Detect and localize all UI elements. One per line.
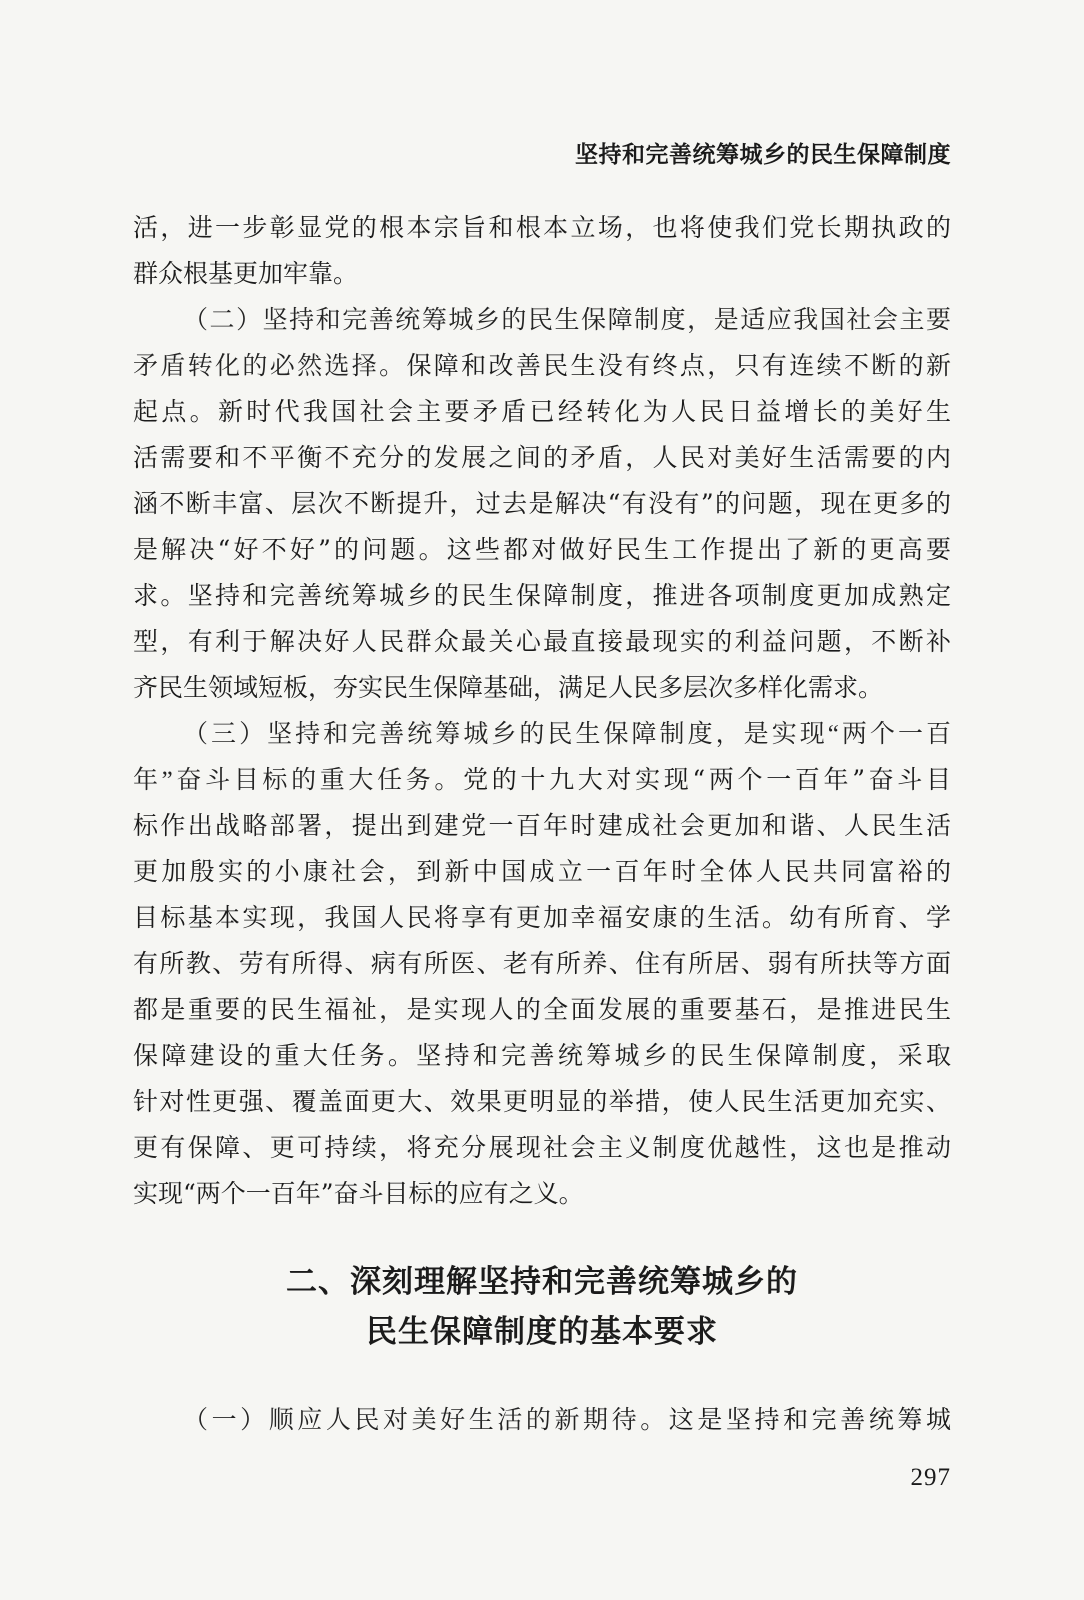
text-line [133, 987, 951, 1033]
body-text: 更加殷实的小康社会，到新中国成立一百年时全体人民共同富裕的 [133, 857, 951, 886]
text-line [133, 849, 951, 895]
section-heading-line: 民生保障制度的基本要求 [366, 1314, 718, 1350]
body-text: 党的十九大对实现“两个一百年”奋斗目 [463, 765, 951, 794]
text-line [133, 941, 951, 987]
body-text: 保障和改善民生没有终点，只有连续不断的新 [406, 351, 951, 380]
body-text: 是解决“好不好”的问题。这些都对做好民生工作提出了新的更高要 [133, 535, 951, 564]
text-line [133, 343, 951, 389]
body-text: 目标基本实现，我国人民将享有更加幸福安康的生活。幼有所育、学 [133, 903, 951, 932]
text-line [133, 1079, 951, 1125]
text-line [133, 711, 951, 757]
body-text: 活需要和不平衡不充分的发展之间的矛盾，人民对美好生活需要的内 [133, 443, 951, 472]
lead-sentence: （三）坚持和完善统筹城乡的民生保障制度，是实现“两个一百 [183, 721, 951, 748]
body-text: 活，进一步彰显党的根本宗旨和根本立场，也将使我们党长期执政的 [133, 213, 951, 242]
lead-sentence: 年”奋斗目标的重大任务。 [133, 767, 464, 794]
text-line [133, 1033, 951, 1079]
body-text: 实现“两个一百年”奋斗目标的应有之义。 [133, 1179, 584, 1208]
text-line [133, 205, 951, 251]
body-text: 保障建设的重大任务。坚持和完善统筹城乡的民生保障制度，采取 [133, 1041, 951, 1070]
lead-sentence: （二）坚持和完善统筹城乡的民生保障制度，是适应我国社会主要 [183, 307, 951, 334]
section-heading [133, 1257, 951, 1357]
text-line [133, 1397, 951, 1443]
body-text: 涵不断丰富、层次不断提升，过去是解决“有没有”的问题，现在更多的 [133, 489, 951, 518]
body-text: 都是重要的民生福祉，是实现人的全面发展的重要基石，是推进民生 [133, 995, 951, 1024]
body-text: 齐民生领域短板，夯实民生保障基础，满足人民多层次多样化需求。 [133, 673, 884, 702]
body-text: 起点。新时代我国社会主要矛盾已经转化为人民日益增长的美好生 [133, 397, 951, 426]
text-line [133, 803, 951, 849]
text-line [133, 619, 951, 665]
section-heading-line: 二、深刻理解坚持和完善统筹城乡的 [286, 1264, 798, 1300]
body-text-block [133, 1397, 951, 1443]
body-text: 有所教、劳有所得、病有所医、老有所养、住有所居、弱有所扶等方面 [133, 949, 951, 978]
lead-sentence: （一）顺应人民对美好生活的新期待。 [183, 1407, 669, 1434]
text-line [133, 1171, 951, 1217]
page-number: 297 [910, 1464, 951, 1491]
text-line [133, 665, 951, 711]
body-text: 群众根基更加牢靠。 [133, 259, 359, 288]
text-line [133, 757, 951, 803]
body-text: 求。坚持和完善统筹城乡的民生保障制度，推进各项制度更加成熟定 [133, 581, 951, 610]
text-line [133, 481, 951, 527]
text-line [133, 389, 951, 435]
body-text-block [133, 205, 951, 1217]
body-text: 更有保障、更可持续，将充分展现社会主义制度优越性，这也是推动 [133, 1133, 951, 1162]
text-line [133, 251, 951, 297]
running-header: 坚持和完善统筹城乡的民生保障制度 [575, 142, 951, 168]
text-line [133, 435, 951, 481]
body-text: 型，有利于解决好人民群众最关心最直接最现实的利益问题，不断补 [133, 627, 951, 656]
text-line [133, 895, 951, 941]
body-text: 针对性更强、覆盖面更大、效果更明显的举措，使人民生活更加充实、 [133, 1087, 951, 1116]
body-text: 这是坚持和完善统筹城 [668, 1405, 951, 1434]
text-line [133, 573, 951, 619]
lead-sentence: 矛盾转化的必然选择。 [133, 353, 407, 380]
text-line [133, 1125, 951, 1171]
text-line [133, 527, 951, 573]
body-text: 标作出战略部署，提出到建党一百年时建成社会更加和谐、人民生活 [133, 811, 951, 840]
text-line [133, 297, 951, 343]
